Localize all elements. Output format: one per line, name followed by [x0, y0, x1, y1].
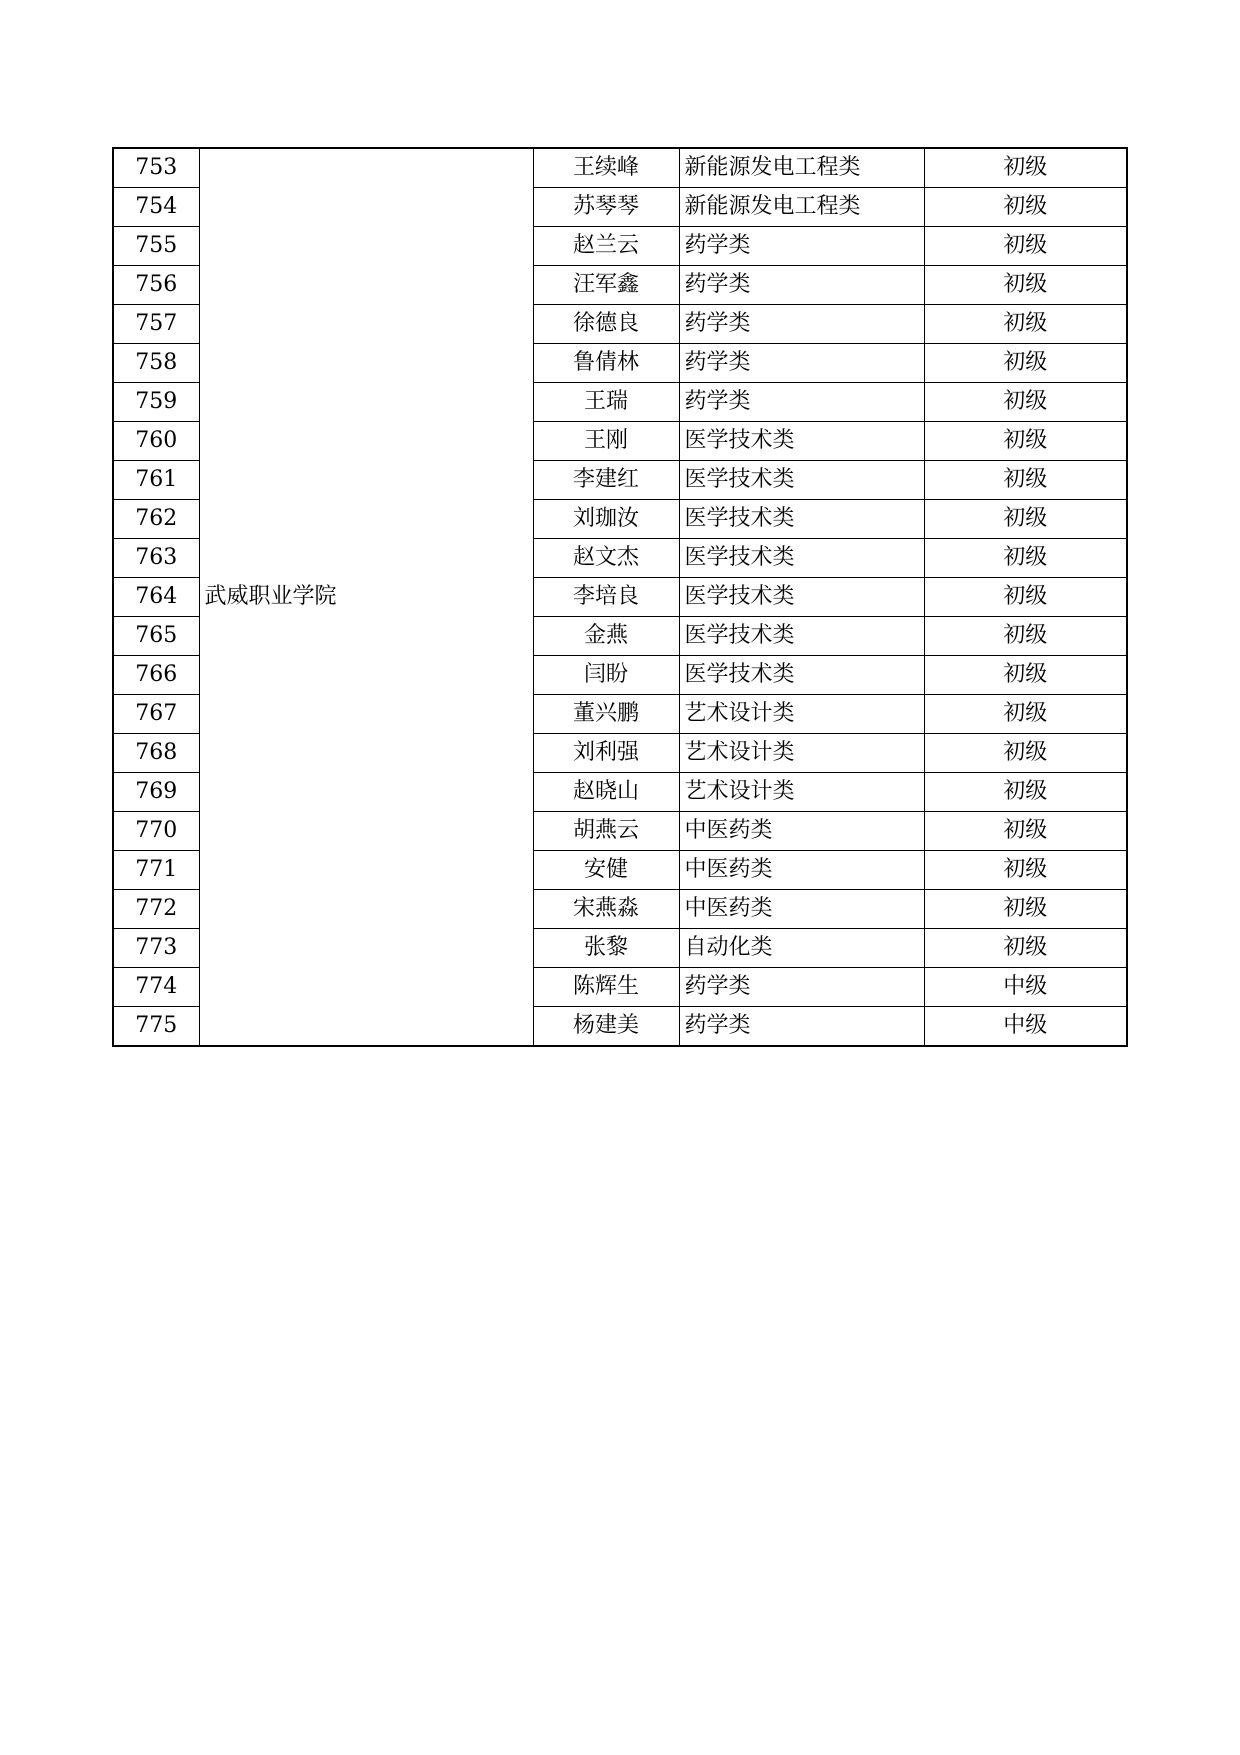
name-cell: 鲁倩林	[533, 344, 679, 383]
major-cell: 医学技术类	[679, 461, 924, 500]
major-cell: 医学技术类	[679, 656, 924, 695]
major-cell: 药学类	[679, 383, 924, 422]
row-index-cell: 757	[113, 305, 199, 344]
level-cell: 初级	[924, 890, 1127, 929]
major-cell: 新能源发电工程类	[679, 148, 924, 188]
level-cell: 初级	[924, 929, 1127, 968]
row-index-cell: 770	[113, 812, 199, 851]
row-index-cell: 768	[113, 734, 199, 773]
name-cell: 王续峰	[533, 148, 679, 188]
level-cell: 初级	[924, 773, 1127, 812]
row-index-cell: 759	[113, 383, 199, 422]
major-cell: 医学技术类	[679, 578, 924, 617]
row-index-cell: 758	[113, 344, 199, 383]
level-cell: 初级	[924, 617, 1127, 656]
major-cell: 医学技术类	[679, 422, 924, 461]
major-cell: 医学技术类	[679, 500, 924, 539]
level-cell: 中级	[924, 1007, 1127, 1047]
major-cell: 药学类	[679, 1007, 924, 1047]
level-cell: 初级	[924, 266, 1127, 305]
name-cell: 赵文杰	[533, 539, 679, 578]
row-index-cell: 775	[113, 1007, 199, 1047]
name-cell: 董兴鹏	[533, 695, 679, 734]
row-index-cell: 765	[113, 617, 199, 656]
major-cell: 自动化类	[679, 929, 924, 968]
row-index-cell: 764	[113, 578, 199, 617]
major-cell: 医学技术类	[679, 617, 924, 656]
row-index-cell: 763	[113, 539, 199, 578]
name-cell: 杨建美	[533, 1007, 679, 1047]
level-cell: 初级	[924, 305, 1127, 344]
row-index-cell: 774	[113, 968, 199, 1007]
institution-cell: 武威职业学院	[199, 148, 533, 1046]
row-index-cell: 760	[113, 422, 199, 461]
name-cell: 王瑞	[533, 383, 679, 422]
level-cell: 初级	[924, 734, 1127, 773]
major-cell: 新能源发电工程类	[679, 188, 924, 227]
name-cell: 刘利强	[533, 734, 679, 773]
level-cell: 初级	[924, 539, 1127, 578]
row-index-cell: 771	[113, 851, 199, 890]
name-cell: 闫盼	[533, 656, 679, 695]
row-index-cell: 753	[113, 148, 199, 188]
major-cell: 中医药类	[679, 812, 924, 851]
major-cell: 艺术设计类	[679, 734, 924, 773]
level-cell: 初级	[924, 227, 1127, 266]
roster-table	[112, 147, 1128, 1047]
level-cell: 初级	[924, 422, 1127, 461]
major-cell: 药学类	[679, 968, 924, 1007]
level-cell: 初级	[924, 344, 1127, 383]
row-index-cell: 754	[113, 188, 199, 227]
major-cell: 药学类	[679, 227, 924, 266]
name-cell: 李培良	[533, 578, 679, 617]
major-cell: 医学技术类	[679, 539, 924, 578]
name-cell: 徐德良	[533, 305, 679, 344]
row-index-cell: 766	[113, 656, 199, 695]
row-index-cell: 772	[113, 890, 199, 929]
name-cell: 张黎	[533, 929, 679, 968]
row-index-cell: 773	[113, 929, 199, 968]
name-cell: 安健	[533, 851, 679, 890]
name-cell: 汪军鑫	[533, 266, 679, 305]
name-cell: 赵晓山	[533, 773, 679, 812]
name-cell: 陈辉生	[533, 968, 679, 1007]
name-cell: 胡燕云	[533, 812, 679, 851]
table-row	[113, 148, 1127, 188]
major-cell: 药学类	[679, 305, 924, 344]
level-cell: 初级	[924, 383, 1127, 422]
name-cell: 宋燕淼	[533, 890, 679, 929]
level-cell: 初级	[924, 188, 1127, 227]
major-cell: 艺术设计类	[679, 695, 924, 734]
row-index-cell: 767	[113, 695, 199, 734]
name-cell: 苏琴琴	[533, 188, 679, 227]
level-cell: 中级	[924, 968, 1127, 1007]
row-index-cell: 762	[113, 500, 199, 539]
name-cell: 王刚	[533, 422, 679, 461]
level-cell: 初级	[924, 461, 1127, 500]
row-index-cell: 761	[113, 461, 199, 500]
name-cell: 赵兰云	[533, 227, 679, 266]
name-cell: 刘珈汝	[533, 500, 679, 539]
major-cell: 药学类	[679, 266, 924, 305]
major-cell: 中医药类	[679, 890, 924, 929]
level-cell: 初级	[924, 851, 1127, 890]
major-cell: 中医药类	[679, 851, 924, 890]
level-cell: 初级	[924, 656, 1127, 695]
level-cell: 初级	[924, 812, 1127, 851]
row-index-cell: 755	[113, 227, 199, 266]
name-cell: 金燕	[533, 617, 679, 656]
roster-body	[113, 148, 1127, 1046]
major-cell: 艺术设计类	[679, 773, 924, 812]
row-index-cell: 756	[113, 266, 199, 305]
level-cell: 初级	[924, 578, 1127, 617]
level-cell: 初级	[924, 500, 1127, 539]
major-cell: 药学类	[679, 344, 924, 383]
row-index-cell: 769	[113, 773, 199, 812]
name-cell: 李建红	[533, 461, 679, 500]
level-cell: 初级	[924, 148, 1127, 188]
level-cell: 初级	[924, 695, 1127, 734]
